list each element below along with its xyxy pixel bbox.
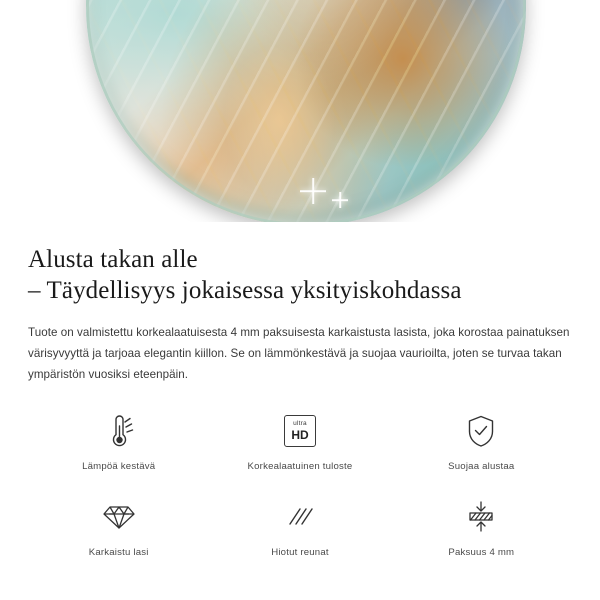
feature-high-quality-print xyxy=(209,411,390,487)
thickness-arrows-icon xyxy=(464,497,498,537)
feature-heat-resistant xyxy=(28,411,209,487)
thermometer-icon xyxy=(102,411,136,451)
ultra-hd-bottom-text: HD xyxy=(291,427,309,442)
round-glass-plate xyxy=(86,0,526,222)
feature-grid xyxy=(28,411,572,573)
feature-polished-edges xyxy=(209,497,390,573)
headline-line-1: Alusta takan alle xyxy=(28,246,198,273)
feature-label: Paksuus 4 mm xyxy=(448,547,515,558)
feature-label: Suojaa alustaa xyxy=(448,461,515,472)
shield-check-icon xyxy=(465,411,497,451)
diamond-icon xyxy=(102,497,136,537)
hero-image xyxy=(0,0,600,222)
ultra-hd-top-text: ultra xyxy=(293,420,307,428)
page-title xyxy=(28,244,572,306)
ultra-hd-icon xyxy=(284,411,316,451)
headline-line-2: – Täydellisyys jokaisessa yksityiskohdassa xyxy=(28,277,462,304)
product-description: Tuote on valmistettu korkealaatuisesta 4 mm paksuisesta karkaistusta lasista, joka korostaa painatuksen värisyvyyttä ja tarjoaa elegantin kiillon. Se on lämmönkestävä ja suojaa vaurioilta, joten se turvaa takan ympäristön vuosiksi eteenpäin. xyxy=(28,326,570,381)
feature-label: Korkealaatuinen tuloste xyxy=(247,461,353,472)
content-section xyxy=(0,244,600,573)
feature-label: Hiotut reunat xyxy=(271,547,329,558)
polished-edges-icon xyxy=(283,497,317,537)
feature-label: Karkaistu lasi xyxy=(88,547,149,558)
feature-tempered-glass xyxy=(28,497,209,573)
feature-thickness xyxy=(391,497,572,573)
feature-label: Lämpöä kestävä xyxy=(82,461,156,472)
feature-surface-protection xyxy=(391,411,572,487)
